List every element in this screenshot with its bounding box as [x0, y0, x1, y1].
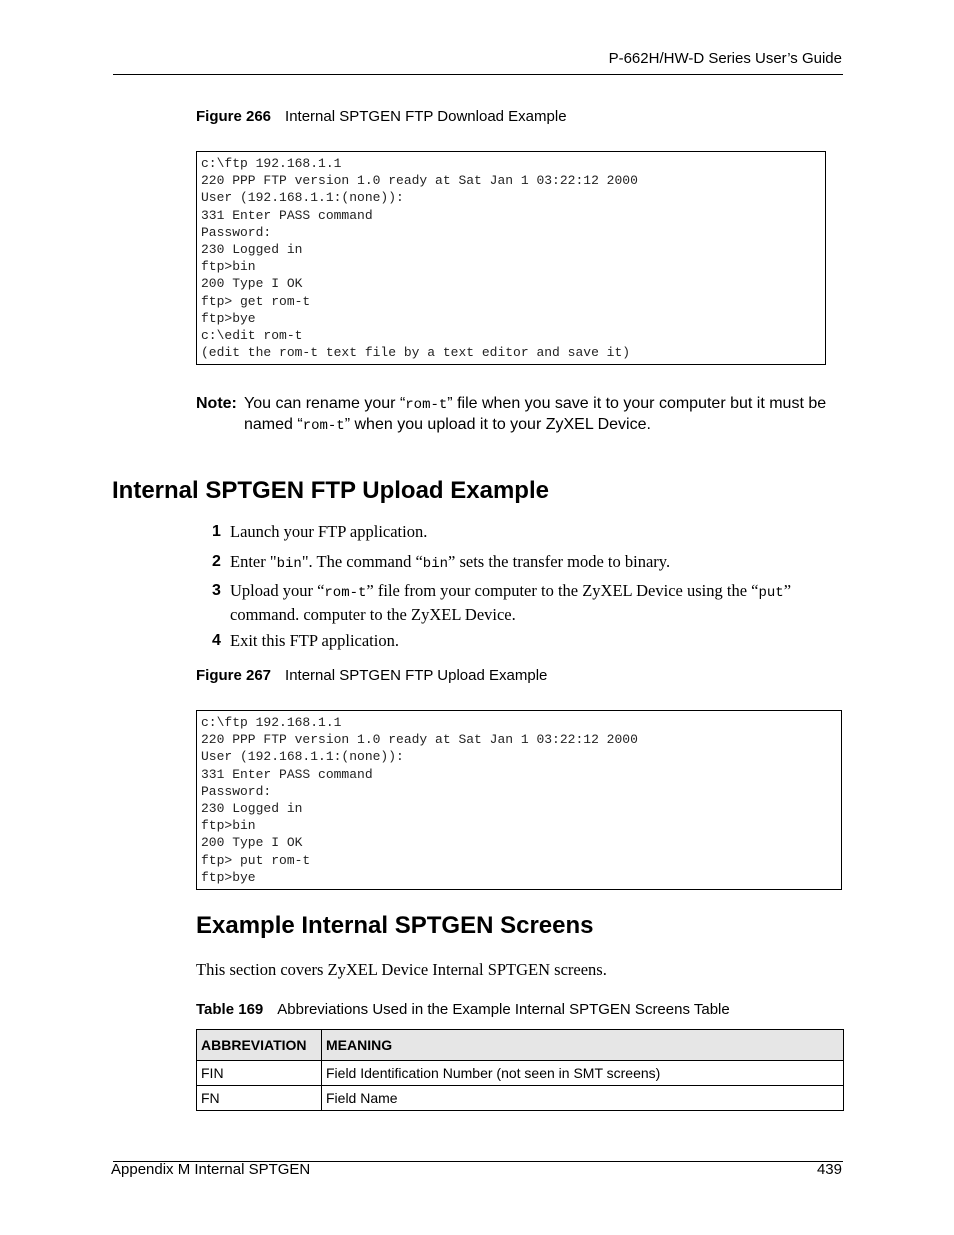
column-header: MEANING	[322, 1030, 844, 1061]
code-line: User (192.168.1.1:(none)):	[201, 190, 404, 206]
code-line: ftp>bye	[201, 310, 256, 326]
code-line: 200 Type I OK	[201, 835, 303, 851]
code-line: ftp> put rom-t	[201, 852, 311, 868]
code-line: 230 Logged in	[201, 242, 303, 258]
figure-267-title: Internal SPTGEN FTP Upload Example	[285, 667, 548, 684]
code-line: Password:	[201, 224, 272, 240]
section-paragraph: This section covers ZyXEL Device Internal SPTGEN screens.	[196, 960, 607, 979]
header-divider	[113, 74, 843, 75]
code-line: 331 Enter PASS command	[201, 207, 373, 223]
table-cell: Field Name	[322, 1086, 844, 1111]
code-line: ftp>bye	[201, 869, 256, 885]
note-label: Note:	[196, 395, 237, 412]
figure-266-label: Figure 266	[196, 108, 272, 125]
table-header-row	[197, 1030, 844, 1061]
footer-chapter: Appendix M Internal SPTGEN	[111, 1161, 311, 1178]
page-number: 439	[816, 1161, 842, 1178]
code-line: ftp>bin	[201, 818, 256, 834]
table-cell: FIN	[197, 1061, 322, 1086]
code-line: c:\ftp 192.168.1.1	[201, 715, 342, 730]
note-text: You can rename your “rom-t” file when you save it to your computer but it must be named “rom-t” when you upload it to your ZyXEL Device.	[244, 395, 827, 434]
table-row	[197, 1086, 844, 1111]
figure-266-title: Internal SPTGEN FTP Download Example	[285, 108, 567, 125]
table-169-label: Table 169	[196, 1001, 264, 1018]
code-line: ftp>bin	[201, 259, 256, 275]
figure-266-code-box	[196, 151, 826, 365]
code-line: Password:	[201, 783, 272, 799]
figure-267-label: Figure 267	[196, 667, 272, 684]
column-header: ABBREVIATION	[197, 1030, 322, 1061]
table-169-caption	[196, 1001, 730, 1018]
code-line: User (192.168.1.1:(none)):	[201, 749, 404, 765]
code-line: (edit the rom-t text file by a text editor and save it)	[201, 345, 631, 361]
step-item: 3 Upload your “rom-t” file from your computer to the ZyXEL Device using the “put” command. computer to the ZyXEL Device.	[212, 581, 792, 624]
code-line: c:\ftp 192.168.1.1	[201, 156, 342, 171]
section-heading-upload: Internal SPTGEN FTP Upload Example	[112, 477, 549, 504]
step-item: 1 Launch your FTP application.	[212, 522, 428, 541]
figure-267-caption	[196, 667, 547, 684]
code-line: 200 Type I OK	[201, 276, 303, 292]
code-line: 220 PPP FTP version 1.0 ready at Sat Jan 1 03:22:12 2000	[201, 732, 638, 748]
code-line: 220 PPP FTP version 1.0 ready at Sat Jan 1 03:22:12 2000	[201, 173, 638, 189]
table-cell: FN	[197, 1086, 322, 1111]
step-item: 2 Enter "bin". The command “bin” sets the transfer mode to binary.	[212, 552, 671, 572]
table-row	[197, 1061, 844, 1086]
code-line: ftp> get rom-t	[201, 293, 311, 309]
figure-266-caption	[196, 108, 567, 125]
code-line: c:\edit rom-t	[201, 328, 303, 344]
note-block	[196, 394, 846, 436]
running-header-title: P-662H/HW-D Series User’s Guide	[608, 50, 842, 67]
code-line: 230 Logged in	[201, 801, 303, 817]
code-line: 331 Enter PASS command	[201, 766, 373, 782]
section-heading-screens: Example Internal SPTGEN Screens	[196, 912, 594, 939]
step-item: 4 Exit this FTP application.	[212, 631, 399, 650]
abbreviations-table	[196, 1029, 844, 1111]
table-cell: Field Identification Number (not seen in SMT screens)	[322, 1061, 844, 1086]
table-169-title: Abbreviations Used in the Example Internal SPTGEN Screens Table	[277, 1001, 730, 1018]
figure-267-code-box	[196, 710, 842, 890]
